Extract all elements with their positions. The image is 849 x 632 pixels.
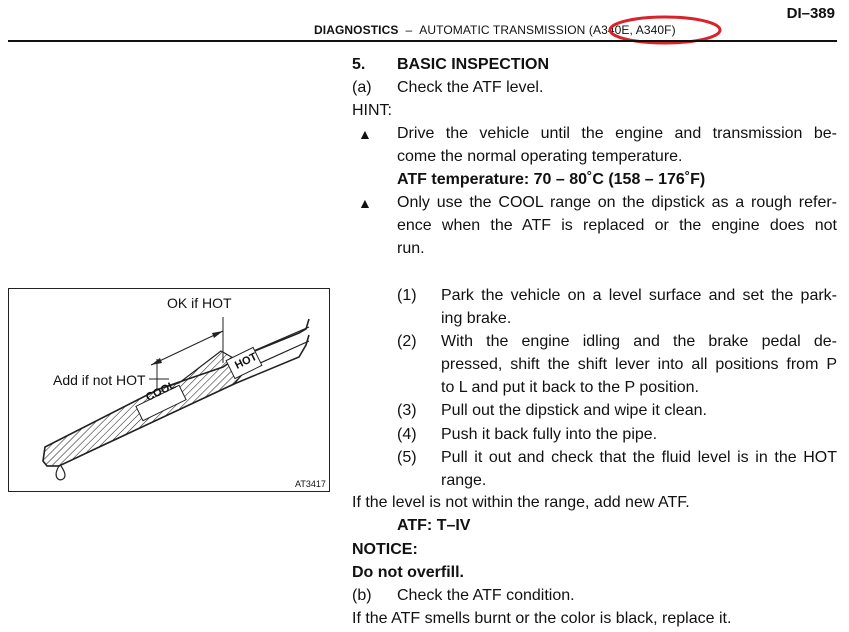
dipstick-figure [8, 288, 330, 492]
step-4-line1: Push it back fully into the pipe. [441, 426, 658, 443]
header-section: DIAGNOSTICS [314, 23, 399, 37]
triangle-bullet-icon: ▲ [358, 195, 372, 211]
cool-label: COOL [144, 379, 178, 404]
hint2-line3: run. [397, 240, 425, 257]
triangle-bullet-icon: ▲ [358, 126, 372, 142]
step-3-line1: Pull out the dipstick and wipe it clean. [441, 402, 707, 419]
header-rule [8, 40, 837, 42]
sub-b-letter: (b) [352, 587, 372, 604]
step-number: 5. [352, 56, 366, 73]
notice-label: NOTICE: [352, 541, 418, 558]
hint2-line2: ence when the ATF is replaced or the engine does not [397, 217, 837, 234]
atf-type: ATF: T–IV [397, 517, 471, 534]
sub-a-letter: (a) [352, 79, 372, 96]
step-2-number: (2) [397, 333, 417, 350]
step-3-number: (3) [397, 402, 417, 419]
step-5-line1: Pull it out and check that the fluid level is in the HOT [441, 449, 837, 466]
hint1-line2: come the normal operating temperature. [397, 148, 683, 165]
step-title: BASIC INSPECTION [397, 56, 550, 73]
add-if-not-hot-label: Add if not HOT [53, 372, 146, 388]
hint2-line1: Only use the COOL range on the dipstick as a rough refer- [397, 194, 837, 211]
burnt-text: If the ATF smells burnt or the color is black, replace it. [352, 610, 732, 627]
step-5-number: (5) [397, 449, 417, 466]
header-subject: AUTOMATIC TRANSMISSION [419, 23, 586, 37]
sub-b-text: Check the ATF condition. [397, 587, 575, 604]
page-number: DI–389 [786, 5, 835, 22]
step-1-number: (1) [397, 287, 417, 304]
not-in-range-text: If the level is not within the range, add new ATF. [352, 494, 690, 511]
hot-label: HOT [233, 350, 260, 372]
ok-if-hot-label: OK if HOT [167, 295, 232, 311]
step-2-line1: With the engine idling and the brake pedal de- [441, 333, 837, 350]
sub-a-text: Check the ATF level. [397, 79, 544, 96]
step-2-line3: to L and put it back to the P position. [441, 379, 699, 396]
notice-text: Do not overfill. [352, 564, 464, 581]
step-5-line2: range. [441, 472, 487, 489]
fluid-drip [56, 466, 65, 480]
step-4-number: (4) [397, 426, 417, 443]
header-models: (A340E, A340F) [588, 23, 676, 37]
ok-arrow-right [212, 331, 223, 338]
atf-temperature: ATF temperature: 70 – 80˚C (158 – 176˚F) [397, 171, 706, 188]
hint1-line1: Drive the vehicle until the engine and transmission be- [397, 125, 837, 142]
figure-code: AT3417 [295, 479, 326, 489]
step-2-line2: pressed, shift the shift lever into all positions from P [441, 356, 837, 373]
hint-label: HINT: [352, 102, 392, 119]
step-1-line1: Park the vehicle on a level surface and set the park- [441, 287, 837, 304]
header-separator: – [405, 23, 413, 37]
step-1-line2: ing brake. [441, 310, 512, 327]
